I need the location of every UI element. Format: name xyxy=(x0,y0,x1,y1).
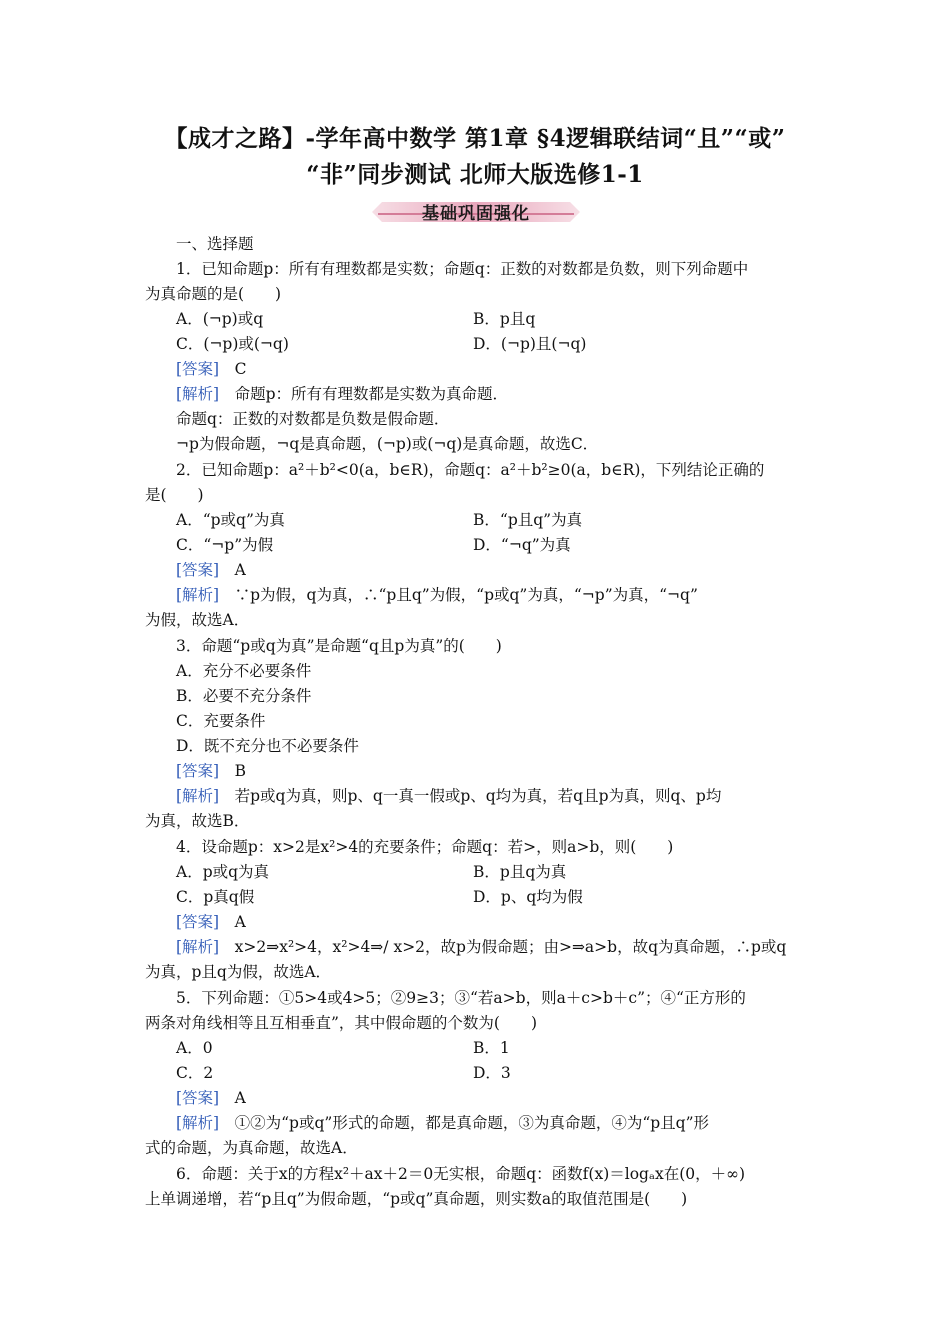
q5-answer: A xyxy=(234,1089,246,1107)
analysis-label: [解析] xyxy=(176,586,220,604)
q4-option-a: A．p或q为真 xyxy=(176,863,270,881)
q1-stem-line-1: 1．已知命题p：所有有理数都是实数；命题q：正数的对数都是负数，则下列命题中 xyxy=(176,260,749,278)
q2-option-b: B．“p且q”为真 xyxy=(473,511,583,529)
q3-stem: 3．命题“p或q为真”是命题“q且p为真”的( ) xyxy=(176,637,502,655)
analysis-label: [解析] xyxy=(176,787,220,805)
q2-stem-line-2: 是( ) xyxy=(145,486,204,504)
q4-option-b: B．p且q为真 xyxy=(473,863,567,881)
q5-stem-line-1: 5．下列命题：①5>4或4>5；②9≥3；③“若a>b，则a＋c>b＋c”；④“正方形的 xyxy=(176,989,746,1007)
q6-stem-line-2: 上单调递增，若“p且q”为假命题，“p或q”真命题，则实数a的取值范围是( ) xyxy=(145,1190,688,1208)
q4-answer: A xyxy=(234,913,246,931)
q6-stem-line-1: 6．命题：关于x的方程x²＋ax＋2＝0无实根，命题q：函数f(x)＝logₐx在(0，＋∞) xyxy=(176,1165,746,1183)
q4-option-c: C．p真q假 xyxy=(176,888,255,906)
document-title-line-1: 【成才之路】-学年高中数学 第1章 §4逻辑联结词“且”“或” xyxy=(164,125,786,152)
banner-label: 基础巩固强化 xyxy=(422,204,530,224)
answer-label: [答案] xyxy=(176,561,220,579)
q2-option-a: A．“p或q”为真 xyxy=(176,511,285,529)
q2-analysis-row xyxy=(176,585,698,605)
q4-stem: 4．设命题p：x>2是x²>4的充要条件；命题q：若>，则a>b，则( ) xyxy=(176,838,674,856)
q5-option-c: C．2 xyxy=(176,1064,214,1082)
q4-answer-row xyxy=(176,912,246,932)
q3-answer: B xyxy=(234,762,247,780)
q3-analysis-line-1: 若p或q为真，则p、q一真一假或p、q均为真，若q且p为真，则q、p均 xyxy=(234,787,722,805)
q3-option-c: C．充要条件 xyxy=(176,712,266,730)
q3-answer-row xyxy=(176,761,246,781)
answer-label: [答案] xyxy=(176,913,220,931)
q4-analysis-line-2: 为真，p且q为假，故选A． xyxy=(145,963,332,981)
q1-option-c: C．(¬p)或(¬q) xyxy=(176,335,289,353)
q1-option-b: B．p且q xyxy=(473,310,536,328)
q2-option-d: D．“¬q”为真 xyxy=(473,536,571,554)
q1-option-d: D．(¬p)且(¬q) xyxy=(473,335,587,353)
document-title-line-2: “非”同步测试 北师大版选修1-1 xyxy=(306,161,644,188)
analysis-label: [解析] xyxy=(176,1114,220,1132)
q5-answer-row xyxy=(176,1088,246,1108)
q1-stem-line-2: 为真命题的是( ) xyxy=(145,285,282,303)
q5-option-d: D．3 xyxy=(473,1064,511,1082)
q3-analysis-line-2: 为真，故选B． xyxy=(145,812,250,830)
q3-option-b: B．必要不充分条件 xyxy=(176,687,312,705)
q2-analysis-line-2: 为假，故选A． xyxy=(145,611,250,629)
q5-analysis-line-1: ①②为“p或q”形式的命题，都是真命题，③为真命题，④为“p且q”形 xyxy=(234,1114,710,1132)
q1-answer-row xyxy=(176,359,247,379)
section-heading: 一、选择题 xyxy=(176,235,254,253)
q2-analysis-line-1: ∵p为假，q为真，∴“p且q”为假，“p或q”为真，“¬p”为真，“¬q” xyxy=(234,586,698,604)
q4-analysis-line-1: x>2⇒x²>4，x²>4⇒/ x>2，故p为假命题；由>⇒a>b，故q为真命题，∴p或q xyxy=(234,938,787,956)
q4-option-d: D．p、q均为假 xyxy=(473,888,583,906)
q3-option-a: A．充分不必要条件 xyxy=(176,662,312,680)
q1-analysis-line-2: 命题q：正数的对数都是负数是假命题． xyxy=(176,410,450,428)
q1-analysis-line-1: 命题p：所有有理数都是实数为真命题． xyxy=(234,385,509,403)
q1-analysis-line-3: ¬p为假命题，¬q是真命题，(¬p)或(¬q)是真命题，故选C． xyxy=(176,435,599,453)
q5-analysis-line-2: 式的命题，为真命题，故选A． xyxy=(145,1139,358,1157)
q2-answer: A xyxy=(234,561,246,579)
q1-answer: C xyxy=(234,360,247,378)
q1-analysis-row xyxy=(176,384,508,404)
q5-stem-line-2: 两条对角线相等且互相垂直”，其中假命题的个数为( ) xyxy=(145,1014,538,1032)
q3-analysis-row xyxy=(176,786,721,806)
analysis-label: [解析] xyxy=(176,938,220,956)
q4-analysis-row xyxy=(176,937,786,957)
q5-option-a: A．0 xyxy=(176,1039,213,1057)
analysis-label: [解析] xyxy=(176,385,220,403)
q1-option-a: A．(¬p)或q xyxy=(176,310,264,328)
answer-label: [答案] xyxy=(176,360,220,378)
section-banner xyxy=(368,198,584,224)
q2-stem-line-1: 2．已知命题p：a²＋b²<0(a，b∈R)，命题q：a²＋b²≥0(a，b∈R)，下列结论正确的 xyxy=(176,461,765,479)
answer-label: [答案] xyxy=(176,1089,220,1107)
answer-label: [答案] xyxy=(176,762,220,780)
q3-option-d: D．既不充分也不必要条件 xyxy=(176,737,359,755)
q5-analysis-row xyxy=(176,1113,709,1133)
q5-option-b: B．1 xyxy=(473,1039,510,1057)
q2-option-c: C．“¬p”为假 xyxy=(176,536,274,554)
q2-answer-row xyxy=(176,560,246,580)
